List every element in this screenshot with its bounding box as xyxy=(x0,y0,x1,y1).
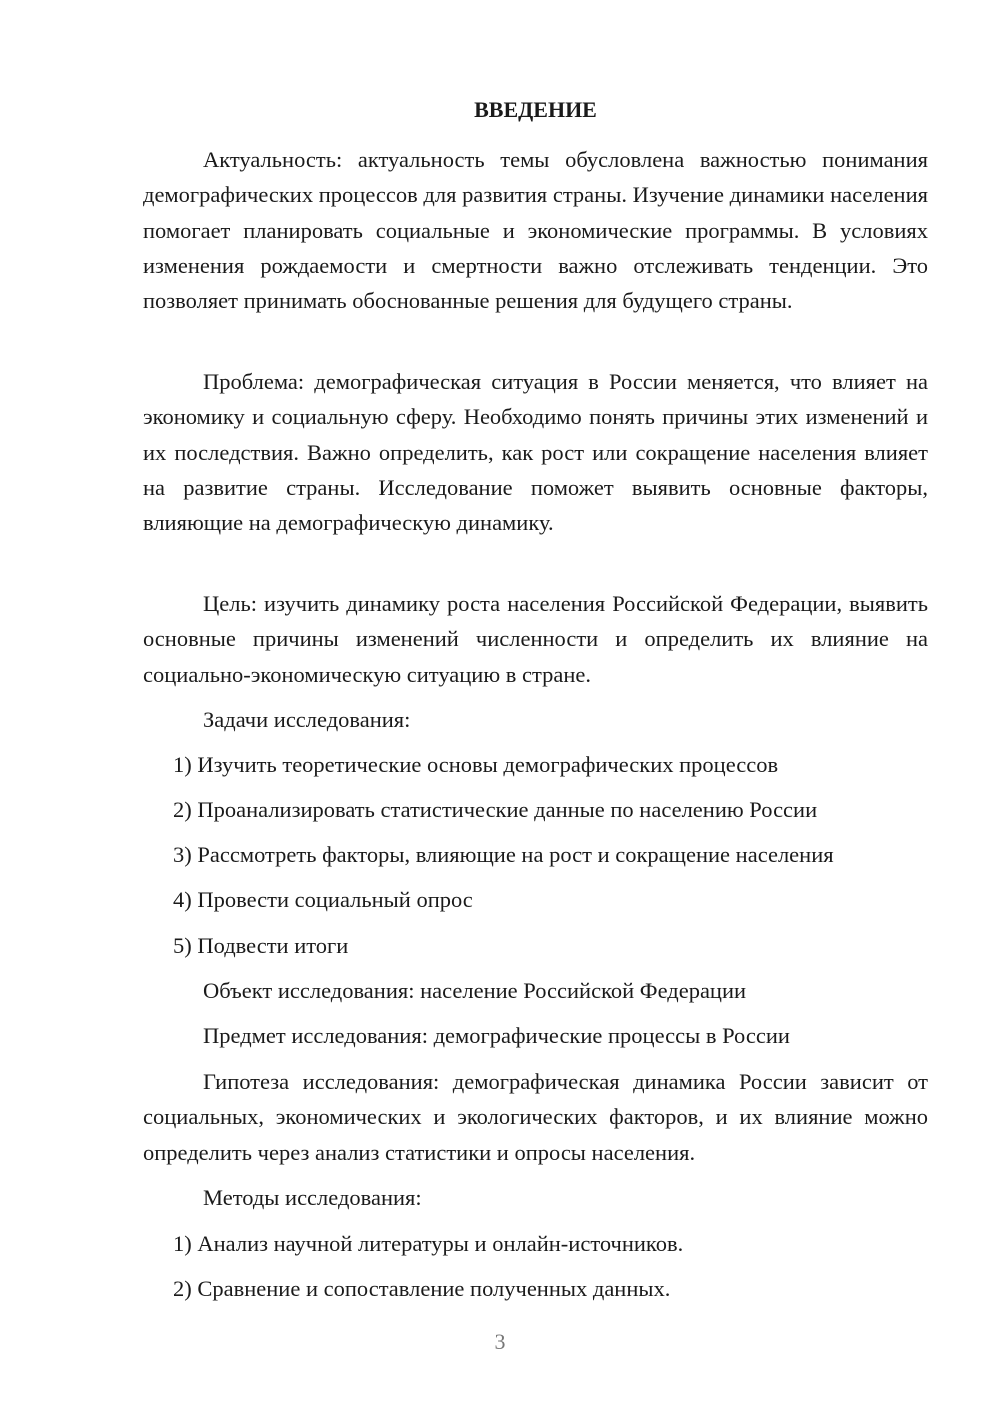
task-item: 4) Провести социальный опрос xyxy=(173,887,473,912)
tasks-heading: Задачи исследования: xyxy=(203,707,411,732)
methods-heading: Методы исследования: xyxy=(203,1185,422,1210)
task-item: 3) Рассмотреть факторы, влияющие на рост и сокращение населения xyxy=(173,842,834,867)
task-item: 5) Подвести итоги xyxy=(173,933,349,958)
problem-paragraph: Проблема: демографическая ситуация в России меняется, что влияет на экономику и социальную сферу. Необходимо понять причины этих изменений и их последствия. Важно определить, как рост или сокращение населения влияет на развитие страны. Исследование поможет выявить основные факторы, влияющие на демографическую динамику. xyxy=(143,369,928,536)
section-title: ВВЕДЕНИЕ xyxy=(474,97,597,122)
goal-paragraph: Цель: изучить динамику роста населения Российской Федерации, выявить основные причины изменений численности и определить их влияние на социально-экономическую ситуацию в стране. xyxy=(143,591,928,687)
subject-line: Предмет исследования: демографические процессы в России xyxy=(203,1023,790,1048)
page-number: 3 xyxy=(494,1329,506,1354)
task-item: 1) Изучить теоретические основы демографических процессов xyxy=(173,752,779,777)
hypothesis-paragraph: Гипотеза исследования: демографическая динамика России зависит от социальных, экономических и экологических факторов, и их влияние можно определить через анализ статистики и опросы населения. xyxy=(143,1069,928,1165)
object-line: Объект исследования: население Российской Федерации xyxy=(203,978,747,1003)
task-item: 2) Проанализировать статистические данные по населению России xyxy=(173,797,818,822)
method-item: 1) Анализ научной литературы и онлайн-источников. xyxy=(173,1231,684,1256)
relevance-paragraph: Актуальность: актуальность темы обусловлена важностью понимания демографических процессов для развития страны. Изучение динамики населения помогает планировать социальные и экономические программы. В условиях изменения рождаемости и смертности важно отслеживать тенденции. Это позволяет принимать обоснованные решения для будущего страны. xyxy=(143,147,928,314)
method-item: 2) Сравнение и сопоставление полученных данных. xyxy=(173,1276,671,1301)
